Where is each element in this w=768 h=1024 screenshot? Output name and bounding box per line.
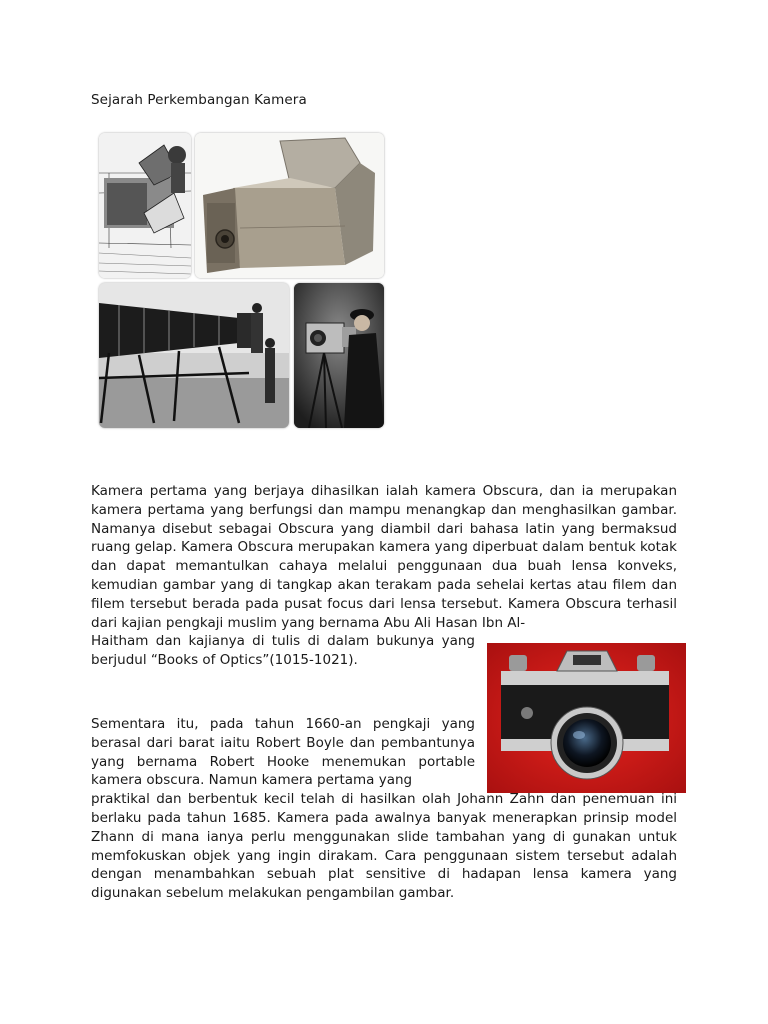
paragraph-portable-camera [91, 715, 677, 903]
paragraph-portable-camera-full: praktikal dan berbentuk kecil telah di hasilkan olah Johann Zahn dan penemuan ini berlaku pada tahun 1685. Kamera pada awalnya banyak menerapkan prinsip model Zhann di mana ianya perlu menggunakan slide tambahan yang di gunakan untuk memfokuskan objek yang ingin dirakam. Cara penggunaan sistem tersebut adalah dengan menambahkan sebuah plat sensitive di hadapan lensa kamera yang digunakan sebelum melakukan pengambilan gambar. [91, 791, 677, 902]
camera-obscura-engraving-image [99, 133, 191, 278]
large-bellows-camera-image [99, 283, 289, 428]
paragraph-camera-obscura-full: Kamera pertama yang berjaya dihasilkan ialah kamera Obscura, dan ia merupakan kamera pertama yang berfungsi dan mampu menangkap dan menghasilkan gambar. Namanya disebut sebagai Obscura yang diambil dari bahasa latin yang bermaksud ruang gelap. Kamera Obscura merupakan kamera yang diperbuat dalam bentuk kotak dan dapat memantulkan cahaya melalui penggunaan dua buah lensa konveks, kemudian gambar yang di tangkap akan terakam pada sehelai kertas atau filem dan filem tersebut berada pada pusat focus dari lensa tersebut. Kamera Obscura terhasil dari kajian pengkaji muslim yang bernama Abu Ali Hasan Ibn Al- [91, 483, 677, 631]
paragraph-portable-camera-narrow: Sementara itu, pada tahun 1660-an pengkaji yang berasal dari barat iaitu Robert Boyle dan pembantunya yang bernama Robert Hooke menemukan portable kamera obscura. Namun kamera pertama yang [91, 716, 475, 789]
paragraph-camera-obscura-narrow: Haitham dan kajianya di tulis di dalam bukunya yang berjudul “Books of Optics”(1015-1021). [91, 633, 475, 669]
wooden-box-camera-image [195, 133, 384, 278]
man-with-studio-camera-image [294, 283, 384, 428]
paragraph-camera-obscura [91, 482, 677, 670]
page-title: Sejarah Perkembangan Kamera [91, 92, 307, 108]
